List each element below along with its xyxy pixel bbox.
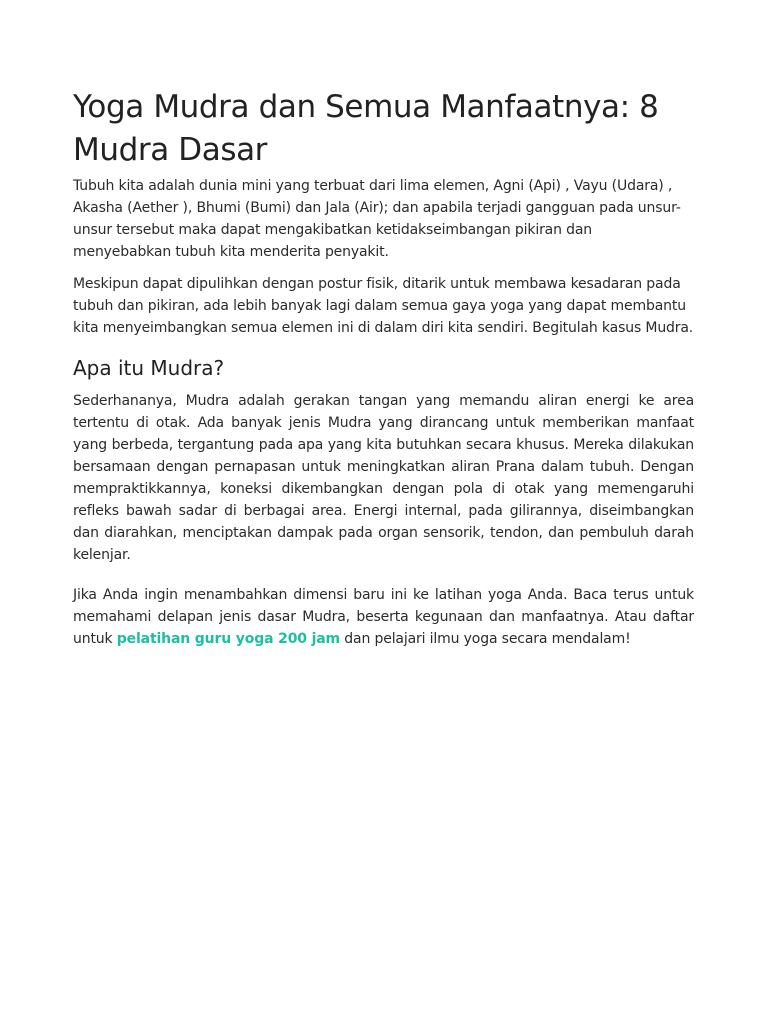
section-paragraph-2-before-link: Jika Anda ingin menambahkan dimensi baru ini ke latihan yoga Anda. Baca terus untuk memahami delapan jenis dasar Mudra, beserta kegunaan dan manfaatnya. Atau daftar untuk (73, 587, 694, 647)
section-paragraph-2-after-link: dan pelajari ilmu yoga secara mendalam! (340, 631, 631, 647)
section-heading: Apa itu Mudra? (73, 356, 225, 380)
intro-paragraph-1: Tubuh kita adalah dunia mini yang terbuat dari lima elemen, Agni (Api) , Vayu (Udara) , Akasha (Aether ), Bhumi (Bumi) dan Jala (Air); dan apabila terjadi gangguan pada unsur-unsur tersebut maka dapat mengakibatkan ketidakseimbangan pikiran dan menyebabkan tubuh kita menderita penyakit. (73, 178, 681, 260)
intro-paragraph-2: Meskipun dapat dipulihkan dengan postur fisik, ditarik untuk membawa kesadaran pada tubuh dan pikiran, ada lebih banyak lagi dalam semua gaya yoga yang dapat membantu kita menyeimbangkan semua elemen ini di dalam diri kita sendiri. Begitulah kasus Mudra. (73, 276, 694, 336)
section-paragraph-1: Sederhananya, Mudra adalah gerakan tangan yang memandu aliran energi ke area tertentu di otak. Ada banyak jenis Mudra yang dirancang untuk memberikan manfaat yang berbeda, tergantung pada apa yang kita butuhkan secara khusus. Mereka dilakukan bersamaan dengan pernapasan untuk meningkatkan aliran Prana dalam tubuh. Dengan mempraktikkannya, koneksi dikembangkan dengan pola di otak yang memengaruhi refleks bawah sadar di berbagai area. Energi internal, pada gilirannya, diseimbangkan dan diarahkan, menciptakan dampak pada organ sensorik, tendon, dan pembuluh darah kelenjar. (73, 393, 694, 563)
article-title: Yoga Mudra dan Semua Manfaatnya: 8 Mudra Dasar (73, 89, 659, 168)
article (73, 86, 694, 650)
section-paragraph-2 (73, 584, 694, 650)
teacher-training-link[interactable]: pelatihan guru yoga 200 jam (116, 631, 340, 647)
